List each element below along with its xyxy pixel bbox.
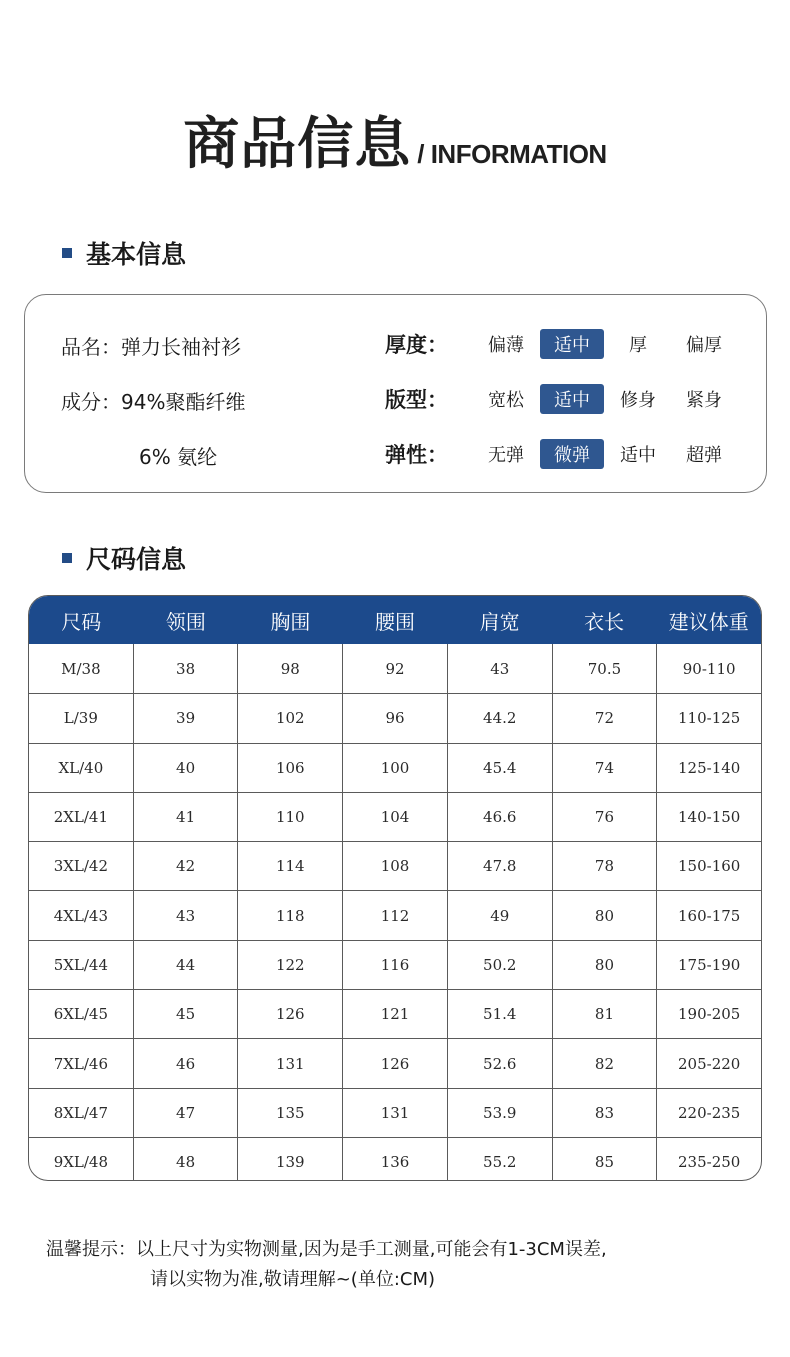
table-cell: 110 (237, 793, 342, 841)
table-cell: 116 (342, 941, 447, 989)
table-cell: 4XL/43 (53, 906, 109, 925)
note-line-2: 请以实物为准,敬请理解~(单位:CM) (150, 1269, 436, 1290)
table-cell: 76 (552, 793, 657, 841)
table-cell: 118 (237, 891, 342, 939)
table-row (29, 1038, 761, 1087)
size-info-heading (62, 541, 186, 575)
table-cell: 136 (342, 1138, 447, 1181)
column-header: 腰围 (375, 609, 416, 634)
attr-option-stretch-selected: 微弹 (540, 439, 604, 469)
column-header: 建议体重 (668, 609, 749, 634)
table-cell: 48 (133, 1138, 238, 1181)
square-bullet-icon (62, 553, 72, 563)
attr-option-stretch: 无弹 (488, 445, 524, 466)
size-table-header (29, 596, 761, 644)
column-header: 衣长 (584, 609, 625, 634)
table-cell: 40 (133, 744, 238, 792)
table-cell: 49 (447, 891, 552, 939)
table-cell: 47.8 (447, 842, 552, 890)
attr-option-fit: 宽松 (488, 390, 524, 411)
table-cell: 235-250 (656, 1138, 761, 1181)
attr-option-fit: 修身 (620, 390, 656, 411)
page-title (0, 100, 790, 180)
table-cell: 6XL/45 (53, 1005, 109, 1024)
table-cell: 83 (552, 1089, 657, 1137)
table-cell: 125-140 (656, 744, 761, 792)
table-cell: 45 (133, 990, 238, 1038)
table-cell: 150-160 (656, 842, 761, 890)
column-header: 领围 (165, 609, 206, 634)
table-row (29, 792, 761, 841)
table-cell: 3XL/42 (53, 857, 109, 876)
table-cell: 78 (552, 842, 657, 890)
table-cell: 7XL/46 (53, 1054, 109, 1073)
table-cell: 85 (552, 1138, 657, 1181)
attr-label-thickness: 厚度： (385, 333, 448, 357)
table-cell: 52.6 (447, 1039, 552, 1087)
table-cell: 9XL/48 (53, 1153, 109, 1172)
basic-info-card (24, 294, 767, 493)
table-cell: 96 (342, 694, 447, 742)
table-cell: 190-205 (656, 990, 761, 1038)
table-cell: 102 (237, 694, 342, 742)
table-cell: 44 (133, 941, 238, 989)
table-cell: 81 (552, 990, 657, 1038)
size-table-body (29, 644, 761, 1181)
attr-option-thickness: 厚 (629, 335, 647, 356)
attr-option-stretch: 超弹 (686, 445, 722, 466)
table-row (29, 989, 761, 1038)
table-cell: 121 (342, 990, 447, 1038)
attr-label-fit: 版型： (385, 388, 448, 412)
table-cell: 43 (447, 644, 552, 693)
table-cell: 205-220 (656, 1039, 761, 1087)
table-cell: 45.4 (447, 744, 552, 792)
table-cell: L/39 (63, 709, 98, 728)
table-cell: 220-235 (656, 1089, 761, 1137)
attr-option-thickness-selected: 适中 (540, 329, 604, 359)
size-table (28, 595, 762, 1181)
table-cell: 46.6 (447, 793, 552, 841)
table-cell: 131 (342, 1089, 447, 1137)
table-cell: 41 (133, 793, 238, 841)
attr-row-thickness (385, 329, 737, 359)
table-cell: 47 (133, 1089, 238, 1137)
table-cell: 106 (237, 744, 342, 792)
table-cell: 114 (237, 842, 342, 890)
table-row (29, 890, 761, 939)
table-cell: 39 (133, 694, 238, 742)
product-name: 品名：弹力长袖衬衫 (61, 335, 241, 359)
attr-row-fit (385, 384, 737, 414)
product-composition-2: 6% 氨纶 (139, 445, 218, 469)
table-row (29, 1137, 761, 1181)
table-cell: 139 (237, 1138, 342, 1181)
table-cell: 55.2 (447, 1138, 552, 1181)
table-row (29, 1088, 761, 1137)
attr-label-stretch: 弹性： (385, 443, 448, 467)
table-row (29, 841, 761, 890)
column-header: 尺码 (61, 609, 102, 634)
attr-option-fit: 紧身 (686, 390, 722, 411)
table-cell: 160-175 (656, 891, 761, 939)
table-cell: 5XL/44 (53, 955, 109, 974)
column-header: 肩宽 (479, 609, 520, 634)
table-cell: 42 (133, 842, 238, 890)
table-cell: 92 (342, 644, 447, 693)
table-cell: 122 (237, 941, 342, 989)
attr-row-stretch (385, 439, 737, 469)
attr-option-fit-selected: 适中 (540, 384, 604, 414)
table-cell: 38 (133, 644, 238, 693)
table-cell: XL/40 (58, 758, 104, 777)
attr-option-thickness: 偏薄 (488, 335, 524, 356)
table-cell: 80 (552, 891, 657, 939)
table-cell: 51.4 (447, 990, 552, 1038)
table-cell: 140-150 (656, 793, 761, 841)
table-cell: 82 (552, 1039, 657, 1087)
table-cell: 2XL/41 (53, 808, 109, 827)
note-line-1: 温馨提示：以上尺寸为实物测量,因为是手工测量,可能会有1-3CM误差, (46, 1239, 607, 1260)
table-cell: 74 (552, 744, 657, 792)
title-subtitle: / INFORMATION (417, 139, 607, 169)
table-cell: 131 (237, 1039, 342, 1087)
table-cell: 72 (552, 694, 657, 742)
table-cell: 126 (237, 990, 342, 1038)
table-cell: 126 (342, 1039, 447, 1087)
product-composition: 成分：94%聚酯纤维 (61, 390, 246, 414)
table-cell: 135 (237, 1089, 342, 1137)
attr-option-stretch: 适中 (620, 445, 656, 466)
table-cell: M/38 (61, 659, 101, 678)
table-cell: 46 (133, 1039, 238, 1087)
table-cell: 175-190 (656, 941, 761, 989)
table-cell: 50.2 (447, 941, 552, 989)
table-row (29, 644, 761, 693)
table-cell: 70.5 (552, 644, 657, 693)
attr-option-thickness: 偏厚 (686, 335, 722, 356)
table-cell: 43 (133, 891, 238, 939)
table-cell: 98 (237, 644, 342, 693)
table-cell: 108 (342, 842, 447, 890)
table-cell: 112 (342, 891, 447, 939)
basic-info-heading (62, 236, 186, 270)
table-cell: 44.2 (447, 694, 552, 742)
table-cell: 104 (342, 793, 447, 841)
square-bullet-icon (62, 248, 72, 258)
table-cell: 90-110 (656, 644, 761, 693)
basic-info-heading-label: 基本信息 (86, 240, 187, 269)
table-cell: 100 (342, 744, 447, 792)
table-row (29, 743, 761, 792)
title-main: 商品信息 (183, 112, 412, 177)
table-row (29, 940, 761, 989)
column-header: 胸围 (270, 609, 311, 634)
size-info-heading-label: 尺码信息 (86, 545, 187, 574)
table-cell: 53.9 (447, 1089, 552, 1137)
table-cell: 110-125 (656, 694, 761, 742)
table-cell: 8XL/47 (53, 1103, 109, 1122)
table-row (29, 693, 761, 742)
table-cell: 80 (552, 941, 657, 989)
